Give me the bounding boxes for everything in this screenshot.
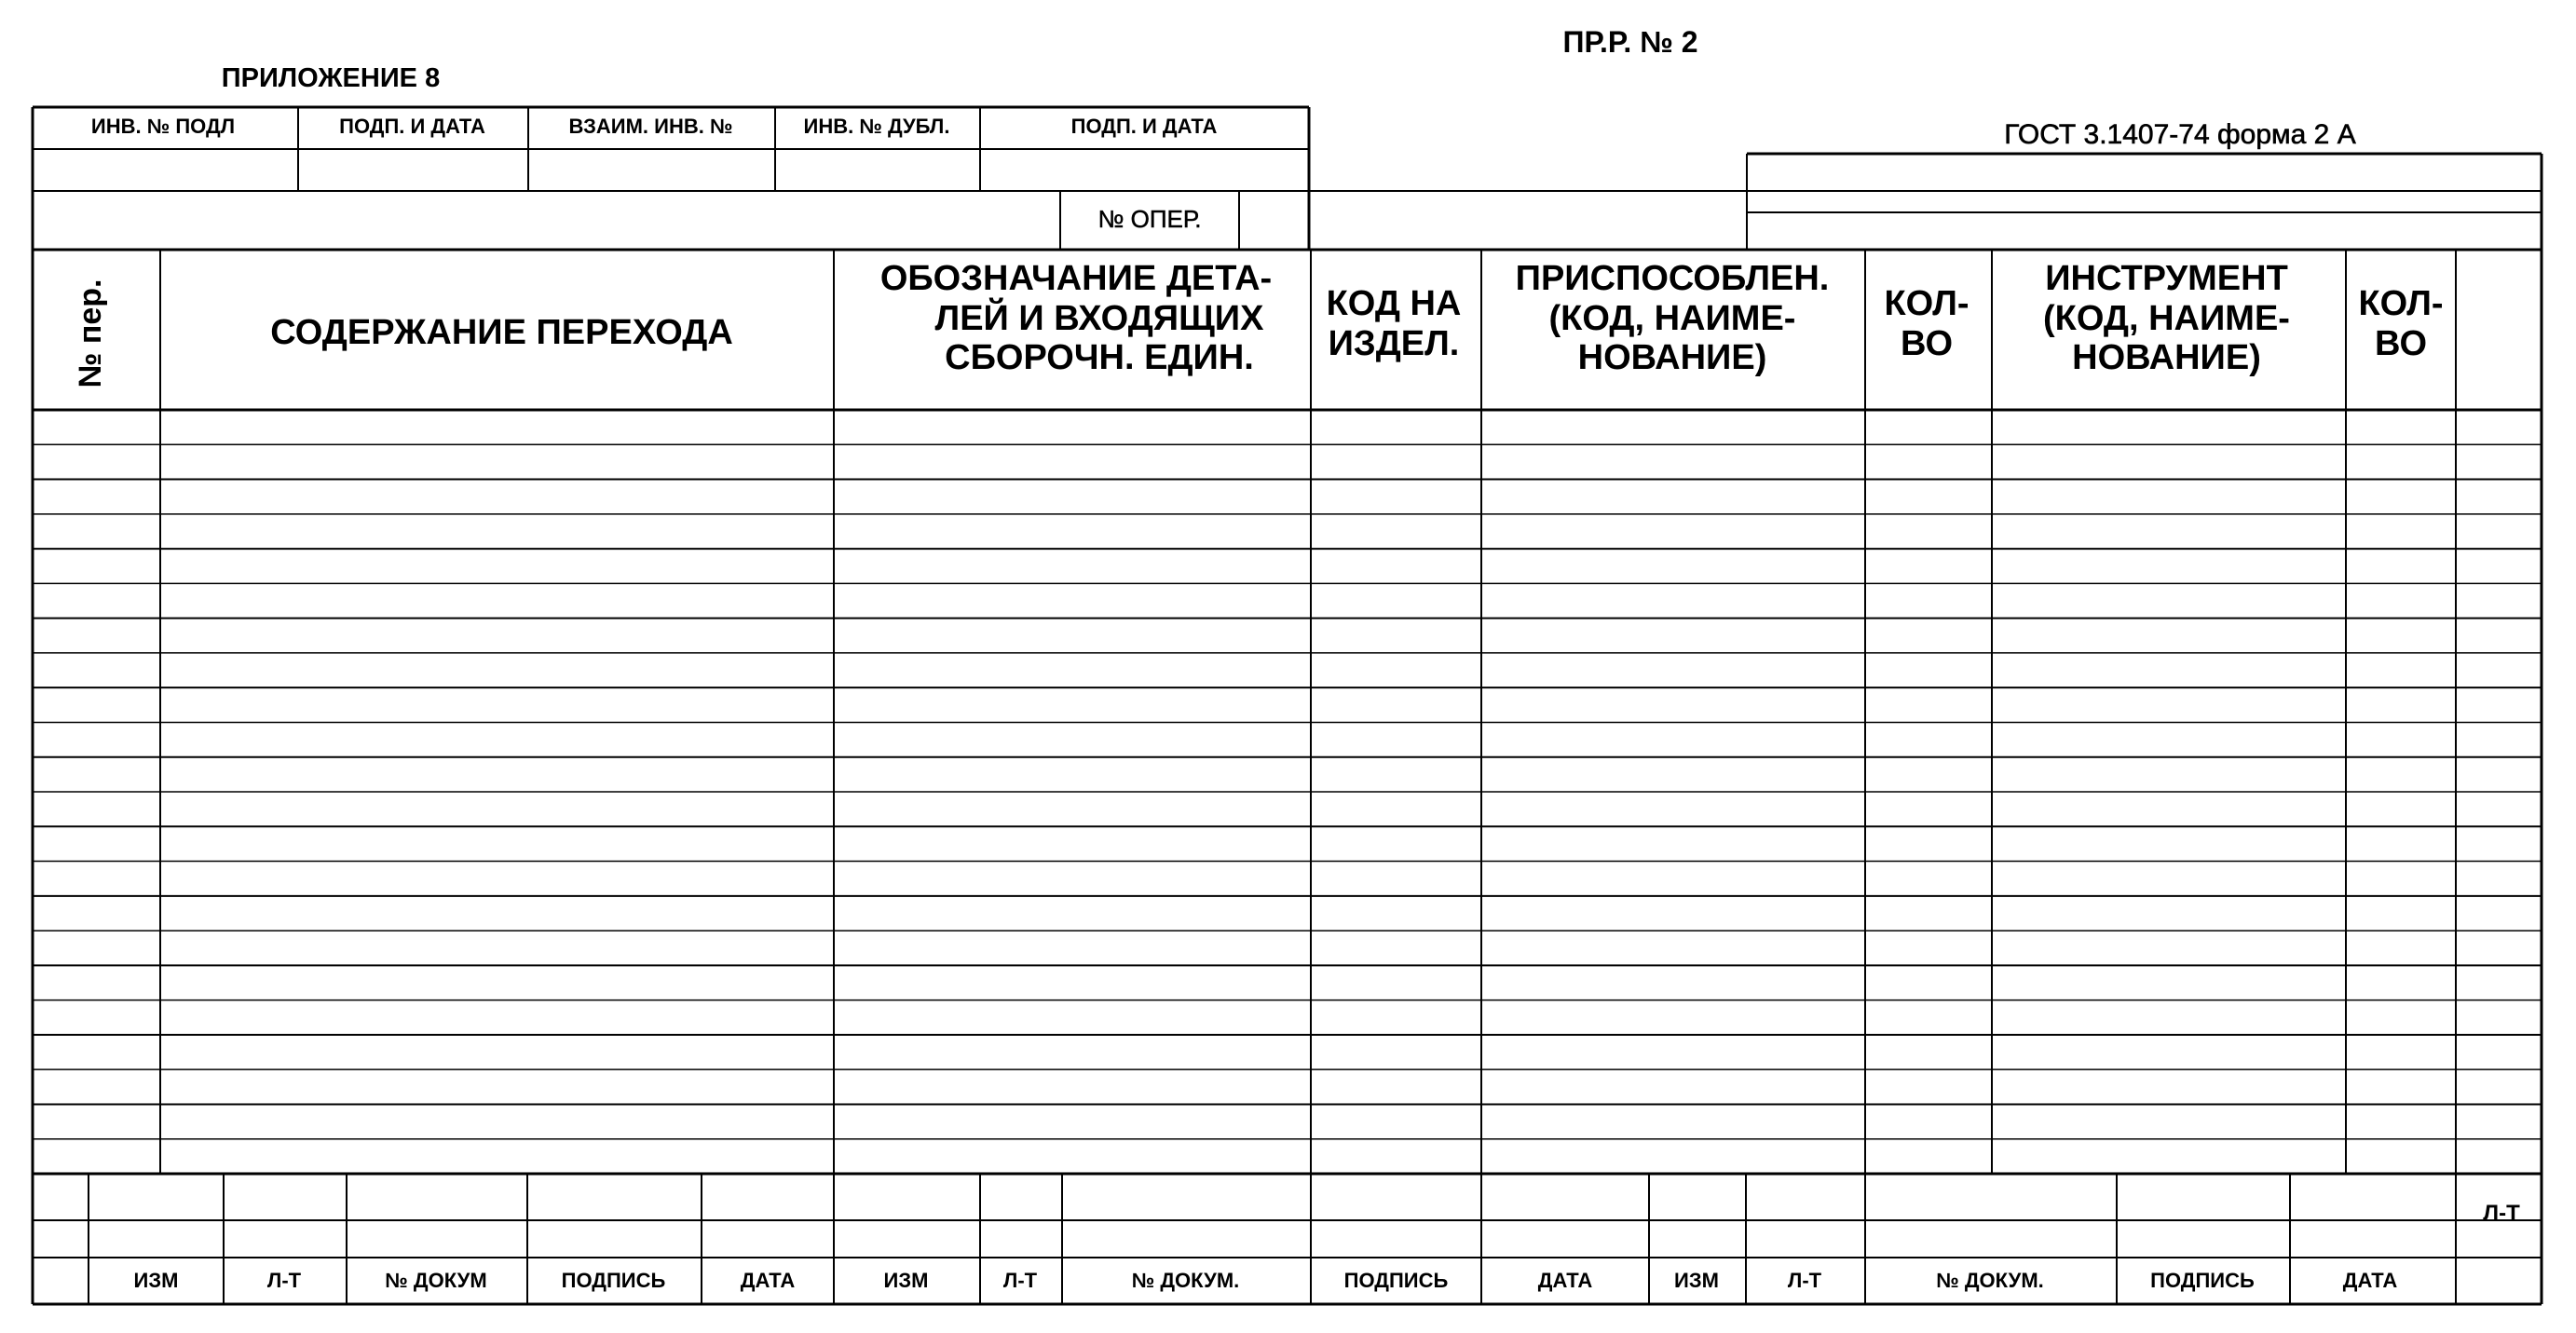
fixture-line: (КОД, НАИМЕ- — [1548, 298, 1796, 338]
footer-right-signature: ПОДПИСЬ — [2150, 1269, 2255, 1292]
footer-middle-doc-no: № ДОКУМ. — [1131, 1269, 1240, 1292]
footer-middle-date: ДАТА — [1537, 1269, 1593, 1292]
fixture-header — [1481, 259, 1863, 378]
footer-left-change: ИЗМ — [133, 1269, 179, 1292]
tool-line: (КОД, НАИМЕ- — [2043, 298, 2290, 338]
tool-line: НОВАНИЕ) — [2072, 338, 2261, 378]
qty-per-product-header — [1311, 284, 1477, 363]
qty-per-product-line: ИЗДЕЛ. — [1328, 323, 1460, 363]
tool-qty-header — [2346, 284, 2456, 363]
mutual-inv-no-label: ВЗАИМ. ИНВ. № — [568, 115, 733, 138]
footer-left-doc-no: № ДОКУМ — [385, 1269, 487, 1292]
footer-right-doc-no: № ДОКУМ. — [1936, 1269, 2044, 1292]
inv-no-dup-label: ИНВ. № ДУБЛ. — [803, 115, 950, 138]
tool-qty-line: ВО — [2374, 323, 2428, 363]
tool-line: ИНСТРУМЕНТ — [2045, 259, 2288, 298]
footer-middle-sheet: Л-Т — [1002, 1269, 1038, 1292]
parts-designation-line: ЛЕЙ И ВХОДЯЩИХ — [934, 298, 1264, 338]
footer-middle-signature: ПОДПИСЬ — [1343, 1269, 1449, 1292]
fixture-qty-line: КОЛ- — [1884, 284, 1969, 323]
parts-designation-line: СБОРОЧН. ЕДИН. — [945, 338, 1254, 378]
standard-label: ГОСТ 3.1407-74 форма 2 А — [2004, 119, 2356, 150]
sign-date-2-label: ПОДП. И ДАТА — [1070, 115, 1218, 138]
tool-header — [1992, 259, 2341, 378]
step-no-header: № пер. — [73, 279, 108, 388]
sign-date-1-label: ПОДП. И ДАТА — [339, 115, 485, 138]
step-content-header: СОДЕРЖАНИЕ ПЕРЕХОДА — [270, 313, 733, 352]
sheet-number: ПР.Р. № 2 — [1562, 25, 1698, 59]
footer-right-sheet: Л-Т — [1787, 1269, 1822, 1292]
appendix-label: ПРИЛОЖЕНИЕ 8 — [221, 63, 441, 93]
footer-right-change: ИЗМ — [1674, 1269, 1719, 1292]
footer-left-sheet: Л-Т — [266, 1269, 302, 1292]
tool-qty-line: КОЛ- — [2358, 284, 2444, 323]
footer-middle-change: ИЗМ — [883, 1269, 929, 1292]
footer-right-date: ДАТА — [2342, 1269, 2398, 1292]
inv-no-orig-label: ИНВ. № ПОДЛ — [90, 115, 236, 138]
footer-sheet-label: Л-Т — [2483, 1201, 2520, 1226]
operation-no-label: № ОПЕР. — [1097, 205, 1202, 233]
parts-designation-header — [834, 259, 1318, 378]
fixture-line: НОВАНИЕ) — [1577, 338, 1767, 378]
footer-left-date: ДАТА — [740, 1269, 796, 1292]
qty-per-product-line: КОД НА — [1326, 284, 1462, 323]
fixture-line: ПРИСПОСОБЛЕН. — [1515, 259, 1830, 298]
fixture-qty-line: ВО — [1900, 323, 1954, 363]
footer-left-signature: ПОДПИСЬ — [561, 1269, 666, 1292]
fixture-qty-header — [1865, 284, 1988, 363]
parts-designation-line: ОБОЗНАЧАНИЕ ДЕТА- — [879, 259, 1273, 298]
